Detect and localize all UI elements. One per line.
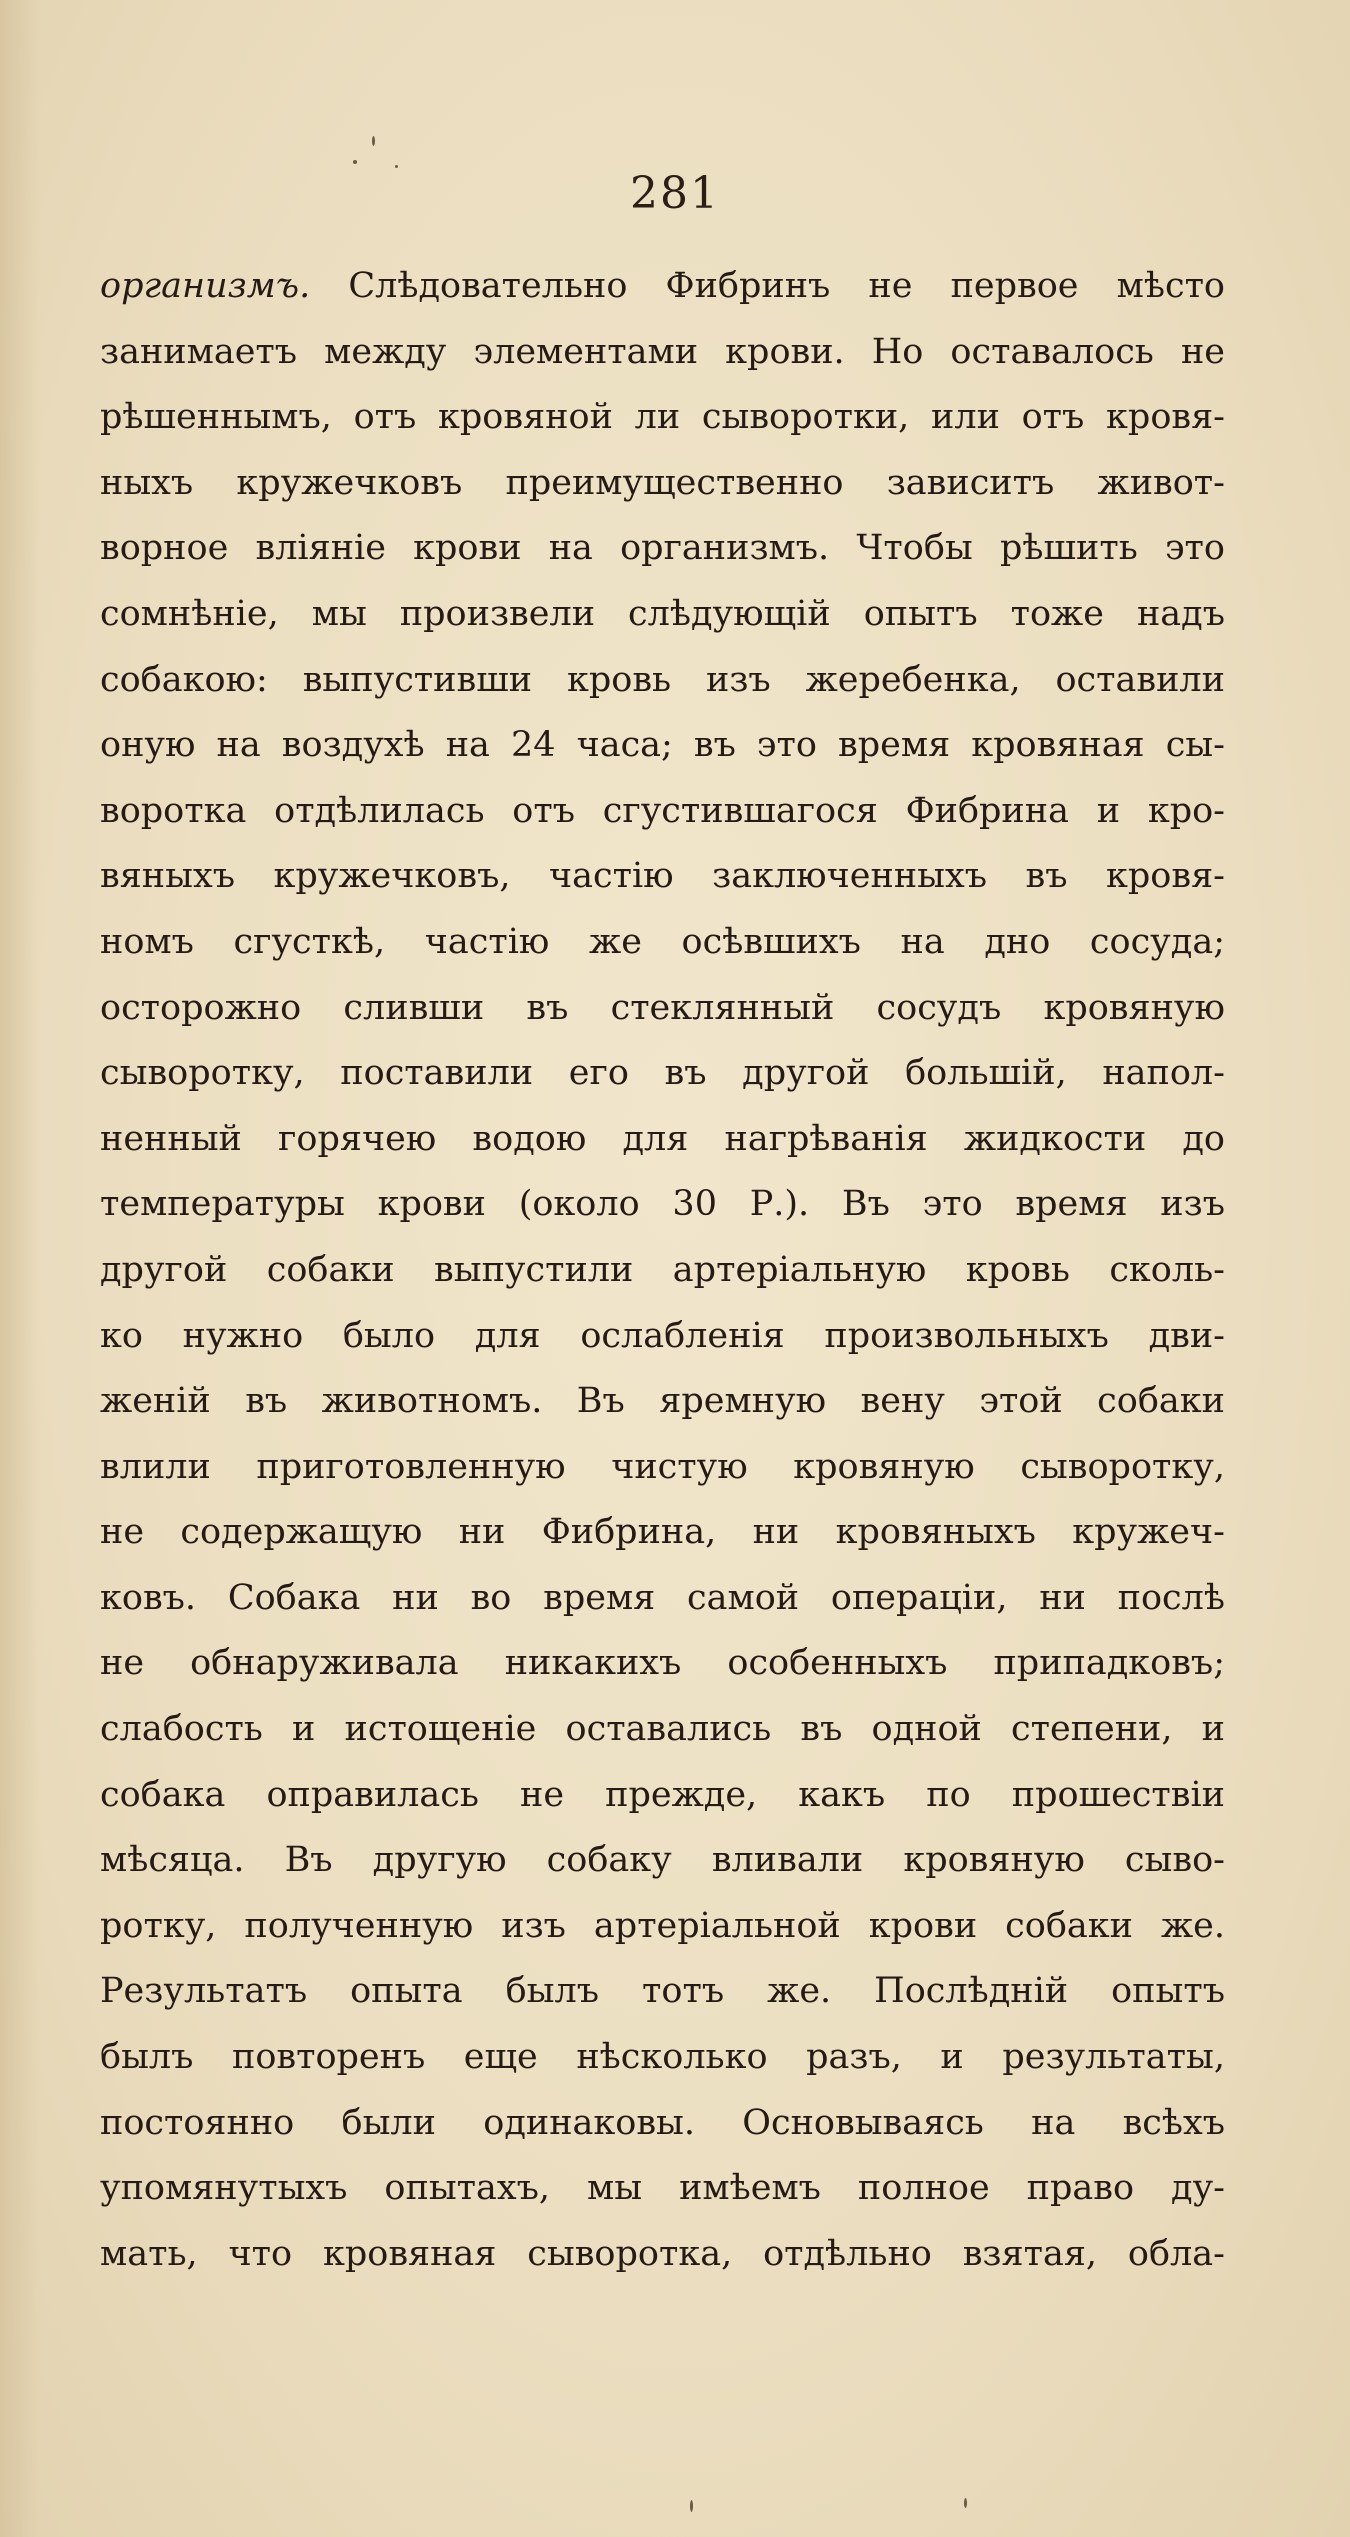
line-text: постоянно были одинаковы. Основываясь на всѣхъ [100,2102,1225,2143]
text-line [100,1697,1225,1763]
text-line [100,1959,1225,2025]
text-line [100,844,1225,910]
text-line [100,1238,1225,1304]
line-text: Слѣдовательно Фибринъ не первое мѣсто [310,266,1225,306]
line-text: температуры крови (около 30 Р.). Въ это время изъ [100,1184,1225,1225]
ink-speck [372,136,375,146]
text-line [100,1107,1225,1173]
ink-speck [395,165,398,168]
text-line [100,1369,1225,1435]
italic-lead: организмъ. [100,266,311,306]
body-text [100,254,1225,2287]
line-text: мѣсяца. Въ другую собаку вливали кровяную сыво- [100,1840,1225,1881]
line-text: ротку, полученную изъ артеріальной крови собаки же. [100,1905,1225,1946]
text-line [100,1172,1225,1238]
text-line [100,910,1225,976]
text-line [100,1828,1225,1894]
text-line [100,1304,1225,1370]
ink-speck [353,160,357,164]
line-text: номъ сгусткѣ, частію же осѣвшихъ на дно сосуда; [100,921,1225,962]
text-line [100,385,1225,451]
text-line [100,2156,1225,2222]
line-text: сыворотку, поставили его въ другой большій, напол- [100,1053,1225,1094]
line-text: вяныхъ кружечковъ, частію заключенныхъ въ кровя- [100,856,1225,897]
line-text: ныхъ кружечковъ преимущественно зависитъ живот- [100,462,1225,503]
text-line [100,582,1225,648]
text-line [100,320,1225,386]
line-text: сомнѣніе, мы произвели слѣдующій опытъ тоже надъ [100,593,1225,634]
line-text: былъ повторенъ еще нѣсколько разъ, и результаты, [100,2037,1225,2078]
ink-speck [690,2500,693,2512]
text-line [100,1041,1225,1107]
line-text: ворное вліяніе крови на организмъ. Чтобы рѣшить это [100,528,1225,569]
text-line [100,2091,1225,2157]
line-text: упомянутыхъ опытахъ, мы имѣемъ полное право ду- [100,2168,1225,2209]
text-line [100,1894,1225,1960]
line-text: другой собаки выпустили артеріальную кровь сколь- [100,1249,1225,1290]
text-line [100,1631,1225,1697]
text-line [100,779,1225,845]
line-text: женій въ животномъ. Въ яремную вену этой собаки [100,1381,1225,1422]
line-text: Результатъ опыта былъ тотъ же. Послѣдній опытъ [100,1971,1225,2012]
text-line [100,1500,1225,1566]
text-line [100,976,1225,1042]
ink-speck [964,2498,967,2508]
line-text: собакою: выпустивши кровь изъ жеребенка, оставили [100,659,1225,700]
text-line [100,1566,1225,1632]
text-line [100,1763,1225,1829]
line-text: влили приготовленную чистую кровяную сыворотку, [100,1446,1225,1487]
text-line [100,516,1225,582]
line-text: рѣшеннымъ, отъ кровяной ли сыворотки, или отъ кровя- [100,397,1225,438]
text-line [100,2222,1225,2288]
page-edge-shadow [0,0,40,2537]
line-text: слабость и истощеніе оставались въ одной степени, и [100,1709,1225,1750]
line-text: ненный горячею водою для нагрѣванія жидкости до [100,1118,1225,1159]
line-text: занимаетъ между элементами крови. Но оставалось не [100,331,1225,372]
text-line [100,648,1225,714]
line-text: собака оправилась не прежде, какъ по прошествіи [100,1774,1225,1815]
text-line [100,1435,1225,1501]
line-text: мать, что кровяная сыворотка, отдѣльно взятая, обла- [100,2233,1225,2274]
text-line [100,254,1225,320]
line-text: осторожно сливши въ стеклянный сосудъ кровяную [100,987,1225,1028]
line-text: оную на воздухѣ на 24 часа; въ это время кровяная сы- [100,725,1225,766]
text-line [100,2025,1225,2091]
text-line [100,713,1225,779]
line-text: не содержащую ни Фибрина, ни кровяныхъ кружеч- [100,1512,1225,1553]
page-number: 281 [630,168,720,219]
line-text: ковъ. Собака ни во время самой операціи, ни послѣ [100,1577,1225,1618]
line-text: ко нужно было для ослабленія произвольныхъ дви- [100,1315,1225,1356]
line-text: воротка отдѣлилась отъ сгустившагося Фибрина и кро- [100,790,1225,831]
line-text: не обнаруживала никакихъ особенныхъ припадковъ; [100,1643,1225,1684]
text-line [100,451,1225,517]
